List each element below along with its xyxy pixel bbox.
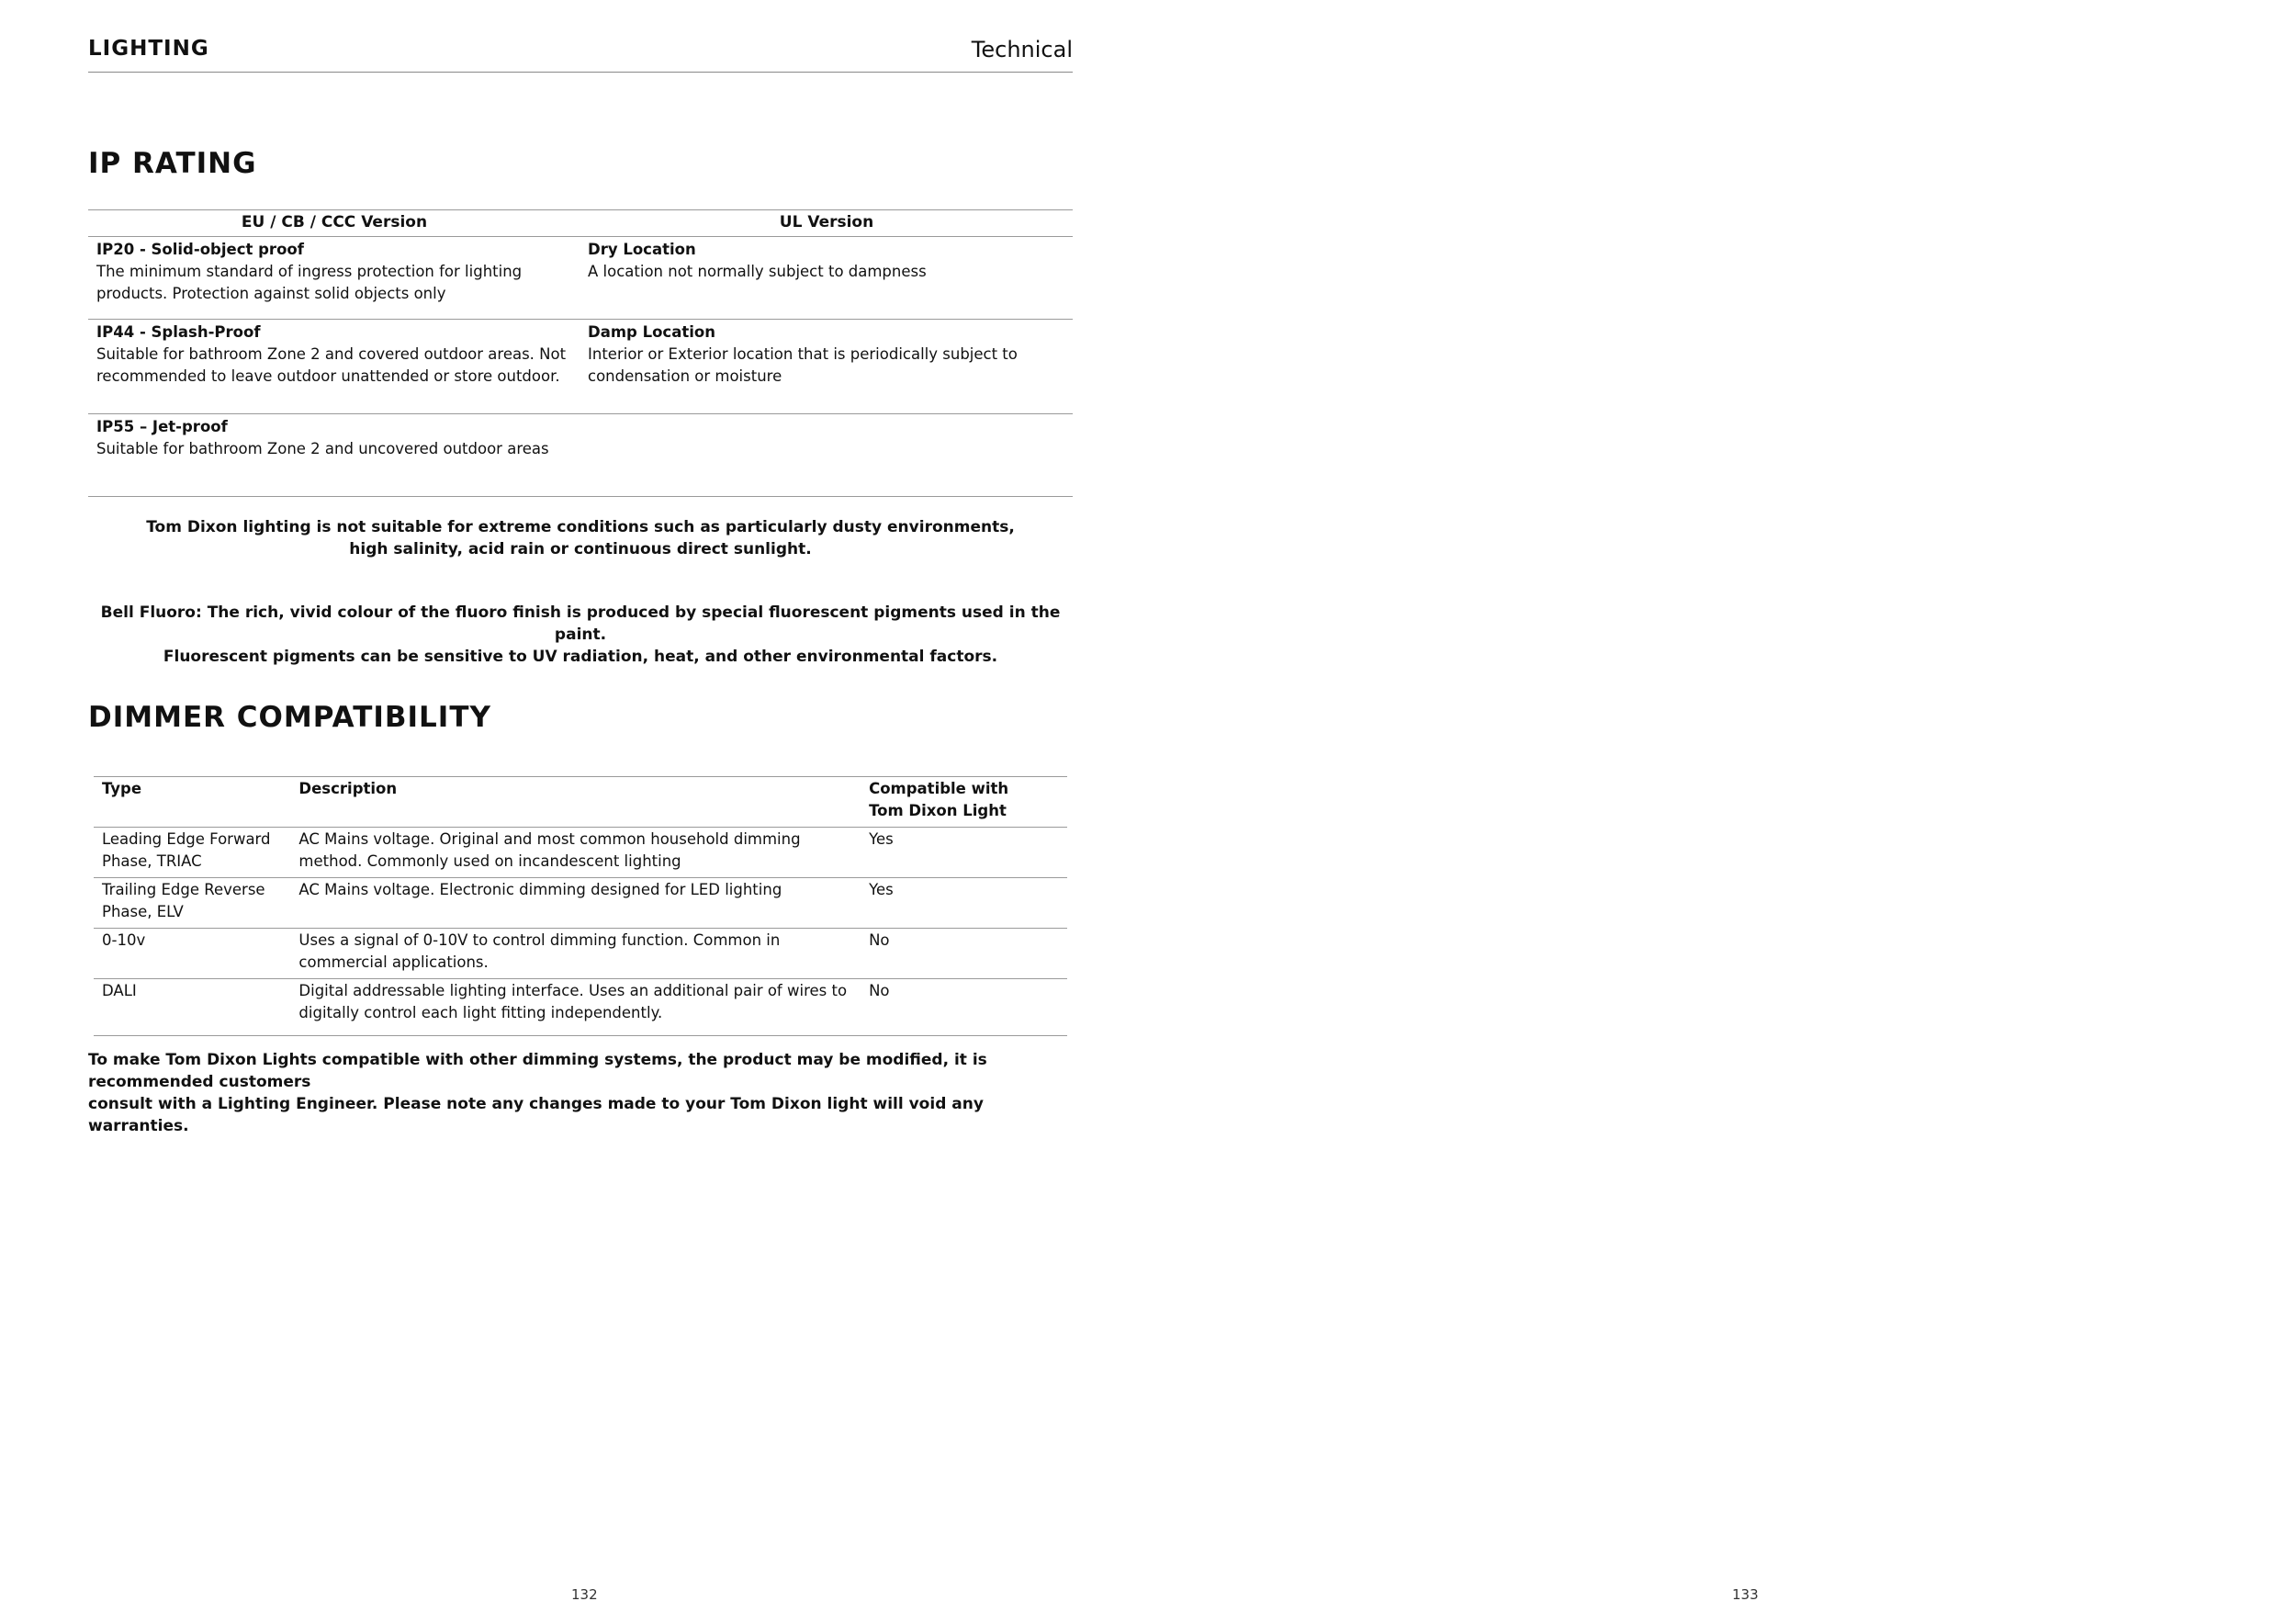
note-line: Bell Fluoro: The rich, vivid colour of the fluoro finish is produced by special fluorescent pigments used in the paint. <box>100 603 1061 644</box>
note-line: consult with a Lighting Engineer. Please note any changes made to your Tom Dixon light will void any warranties. <box>88 1095 984 1135</box>
rating-title: Damp Location <box>588 323 715 341</box>
dimmer-description-cell: AC Mains voltage. Original and most common household dimming method. Commonly used on incandescent lighting <box>290 828 861 878</box>
table-row <box>88 320 1073 414</box>
eu-version-header: EU / CB / CCC Version <box>241 213 428 231</box>
rating-description: Suitable for bathroom Zone 2 and covered outdoor areas. Not recommended to leave outdoor unattended or store outdoor. <box>96 345 567 385</box>
rating-description: Suitable for bathroom Zone 2 and uncovered outdoor areas <box>96 440 549 457</box>
fluoro-note <box>88 602 1073 668</box>
note-line: Tom Dixon lighting is not suitable for extreme conditions such as particularly dusty environments, <box>146 518 1015 536</box>
rating-description: Interior or Exterior location that is periodically subject to condensation or moisture <box>588 345 1018 385</box>
dimmer-footer-note <box>88 1049 1080 1137</box>
table-row <box>94 979 1067 1036</box>
dimmer-compatibility-table <box>94 776 1067 1036</box>
eu-rating-cell <box>96 239 574 305</box>
compatible-cell: Yes <box>861 828 1067 878</box>
dimmer-header-row <box>94 777 1067 828</box>
rating-description: The minimum standard of ingress protection for lighting products. Protection against solid objects only <box>96 263 523 302</box>
ip-rating-title: IP RATING <box>88 147 257 180</box>
note-line: high salinity, acid rain or continuous direct sunlight. <box>349 540 812 558</box>
table-row <box>94 828 1067 878</box>
rating-title: IP44 - Splash-Proof <box>96 323 261 341</box>
dimmer-type-cell: DALI <box>94 979 290 1036</box>
type-column-header: Type <box>94 777 290 828</box>
table-row <box>88 414 1073 497</box>
ul-version-header: UL Version <box>779 213 874 231</box>
dimmer-description-cell: AC Mains voltage. Electronic dimming designed for LED lighting <box>290 878 861 929</box>
table-row <box>88 237 1073 320</box>
ip-rating-table <box>88 209 1073 497</box>
compatible-cell: No <box>861 979 1067 1036</box>
table-row <box>94 929 1067 979</box>
dimmer-type-cell: Trailing Edge Reverse Phase, ELV <box>94 878 290 929</box>
page-header <box>88 35 1073 73</box>
section-label: LIGHTING <box>88 37 209 61</box>
ul-rating-cell <box>588 239 1065 283</box>
category-label: Technical <box>971 37 1073 62</box>
dimmer-type-cell: Leading Edge Forward Phase, TRIAC <box>94 828 290 878</box>
eu-rating-cell <box>96 321 574 388</box>
compatible-cell: No <box>861 929 1067 979</box>
compatible-column-header <box>861 777 1067 828</box>
rating-title: IP55 – Jet-proof <box>96 418 228 435</box>
extreme-conditions-note <box>88 516 1073 560</box>
compatible-cell: Yes <box>861 878 1067 929</box>
page-number-left: 132 <box>571 1586 598 1603</box>
header-line: Tom Dixon Light <box>869 802 1007 819</box>
note-line: To make Tom Dixon Lights compatible with other dimming systems, the product may be modified, it is recommended customers <box>88 1051 987 1091</box>
description-column-header: Description <box>290 777 861 828</box>
dimmer-type-cell: 0-10v <box>94 929 290 979</box>
rating-title: Dry Location <box>588 241 696 258</box>
header-line: Compatible with <box>869 780 1009 797</box>
dimmer-description-cell: Uses a signal of 0-10V to control dimming function. Common in commercial applications. <box>290 929 861 979</box>
page-number-right: 133 <box>1732 1586 1759 1603</box>
dimmer-compatibility-title: DIMMER COMPATIBILITY <box>88 701 491 734</box>
table-row <box>94 878 1067 929</box>
rating-title: IP20 - Solid-object proof <box>96 241 304 258</box>
ul-rating-cell <box>588 321 1065 388</box>
dimmer-description-cell: Digital addressable lighting interface. Uses an additional pair of wires to digitally control each light fitting independently. <box>290 979 861 1036</box>
eu-rating-cell <box>96 416 574 460</box>
note-line: Fluorescent pigments can be sensitive to UV radiation, heat, and other environmental factors. <box>163 648 998 666</box>
ip-rating-header-row <box>88 210 1073 237</box>
rating-description: A location not normally subject to dampness <box>588 263 927 280</box>
